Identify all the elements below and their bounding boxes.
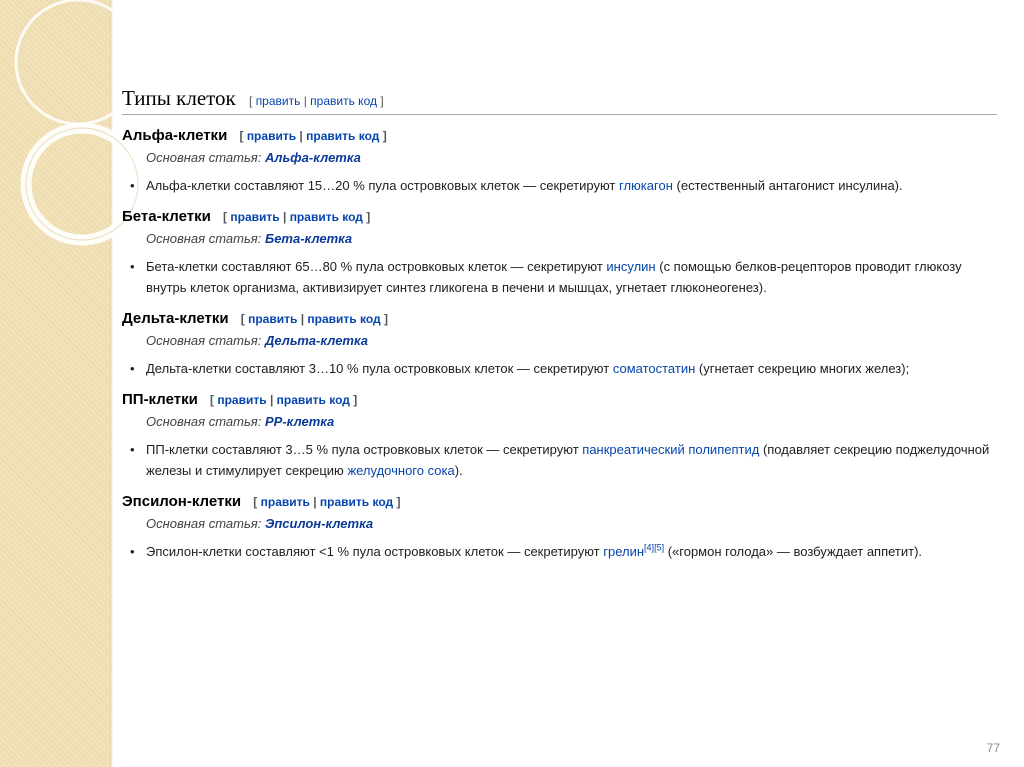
main-article-note [146, 516, 997, 531]
subsection-title: Альфа-клетки [122, 127, 228, 144]
edit-code-link[interactable]: править код [289, 210, 363, 224]
reference-5[interactable] [654, 543, 664, 553]
main-article-link[interactable]: Дельта-клетка [264, 333, 368, 348]
subsection-edit-links [241, 312, 388, 326]
edit-separator: | [313, 495, 317, 509]
gastric-juice-link[interactable]: желудочного сока [347, 463, 455, 478]
item-text: Дельта-клетки составляют 3…10 % пула островковых клеток — секретируют [146, 361, 610, 376]
edit-separator: | [269, 393, 274, 407]
article-content [122, 86, 997, 574]
edit-link[interactable]: править [255, 94, 301, 108]
edit-code-link[interactable]: править код [307, 312, 381, 326]
subsection-title: Эпсилон-клетки [122, 493, 242, 510]
main-article-prefix: Основная статья: [146, 414, 262, 429]
edit-bracket-open: [ [253, 495, 258, 509]
subsection-edit-links [223, 210, 370, 224]
edit-bracket-open: [ [209, 393, 214, 407]
main-article-prefix: Основная статья: [146, 333, 262, 348]
hormone-link[interactable]: глюкагон [619, 178, 673, 193]
item-text: Бета-клетки составляют 65…80 % пула островковых клеток — секретируют [146, 259, 603, 274]
subsection-epsilon [122, 493, 997, 562]
hormone-link[interactable]: панкреатический полипептид [582, 442, 760, 457]
edit-separator: | [282, 210, 287, 224]
subsection-delta [122, 310, 997, 379]
decorative-rings [0, 0, 140, 300]
edit-separator: | [303, 94, 307, 108]
item-text: Эпсилон-клетки составляют <1 % пула островковых клеток — секретируют [146, 544, 600, 559]
edit-bracket-open: [ [239, 129, 244, 143]
subsection-edit-links [253, 495, 400, 509]
edit-bracket-close: ] [380, 94, 384, 108]
main-article-note [146, 333, 997, 348]
subsection-heading [122, 493, 997, 510]
subsection-title: Бета-клетки [122, 208, 211, 225]
edit-link[interactable]: править [230, 210, 280, 224]
main-article-note [146, 414, 997, 429]
edit-code-link[interactable]: править код [306, 129, 380, 143]
main-article-note [146, 231, 997, 246]
hormone-link[interactable]: инсулин [606, 259, 656, 274]
section-title: Типы клеток [122, 86, 236, 110]
subsection-title: Дельта-клетки [122, 310, 229, 327]
item-text: (подавляет секрецию поджелудочной железы и стимулирует секрецию [146, 442, 990, 478]
edit-code-link[interactable]: править код [319, 495, 394, 509]
edit-link[interactable]: править [246, 129, 297, 143]
edit-bracket-open: [ [249, 94, 253, 108]
main-article-link[interactable]: Бета-клетка [264, 231, 353, 246]
edit-separator: | [300, 312, 305, 326]
item-text: (естественный антагонист инсулина). [676, 178, 903, 193]
reference-link[interactable]: [5] [654, 542, 665, 553]
edit-bracket-close: ] [396, 495, 401, 509]
slide-number: 77 [986, 741, 1000, 755]
main-article-prefix: Основная статья: [146, 150, 262, 165]
list-item [146, 256, 997, 298]
main-article-prefix: Основная статья: [146, 231, 262, 246]
edit-link[interactable]: править [260, 495, 310, 509]
list-item [146, 541, 997, 562]
edit-bracket-close: ] [366, 210, 371, 224]
subsection-alpha [122, 127, 997, 196]
item-text: («гормон голода» — возбуждает аппетит). [667, 544, 923, 559]
edit-bracket-close: ] [382, 129, 387, 143]
subsection-heading [122, 208, 997, 225]
reference-link[interactable]: [4] [644, 542, 655, 553]
section-edit-links [249, 94, 384, 108]
main-article-link[interactable]: Альфа-клетка [264, 150, 361, 165]
list-item [146, 175, 997, 196]
edit-bracket-close: ] [383, 312, 388, 326]
list-item [146, 358, 997, 379]
edit-bracket-close: ] [353, 393, 358, 407]
main-article-link[interactable]: PP-клетка [264, 414, 335, 429]
main-article-prefix: Основная статья: [146, 516, 262, 531]
subsection-title: ПП-клетки [122, 391, 198, 408]
subsection-pp [122, 391, 997, 481]
list-item [146, 439, 997, 481]
subsection-heading [122, 310, 997, 327]
subsection-beta [122, 208, 997, 298]
edit-separator: | [299, 129, 303, 143]
edit-link[interactable]: править [248, 312, 298, 326]
hormone-link[interactable]: соматостатин [612, 361, 696, 376]
subsection-heading [122, 391, 997, 408]
item-text: ПП-клетки составляют 3…5 % пула островковых клеток — секретируют [146, 442, 579, 457]
edit-bracket-open: [ [240, 312, 245, 326]
main-article-link[interactable]: Эпсилон-клетка [264, 516, 374, 531]
item-text: (с помощью белков-рецепторов проводит глюкозу внутрь клеток организма, активизирует синтез гликогена в печени и мышцах, угнетает глюконеогенез). [146, 259, 962, 295]
edit-code-link[interactable]: править код [276, 393, 350, 407]
subsection-heading [122, 127, 997, 144]
item-text: (угнетает секрецию многих желез); [698, 361, 910, 376]
subsection-edit-links [210, 393, 357, 407]
subsection-edit-links [239, 129, 386, 143]
edit-bracket-open: [ [223, 210, 228, 224]
item-text: Альфа-клетки составляют 15…20 % пула островковых клеток — секретируют [146, 178, 616, 193]
hormone-link[interactable]: грелин [603, 544, 645, 559]
main-article-note [146, 150, 997, 165]
item-text: ). [454, 463, 463, 478]
edit-link[interactable]: править [217, 393, 267, 407]
reference-4[interactable] [644, 543, 654, 553]
edit-code-link[interactable]: править код [310, 94, 377, 108]
section-heading [122, 86, 997, 115]
